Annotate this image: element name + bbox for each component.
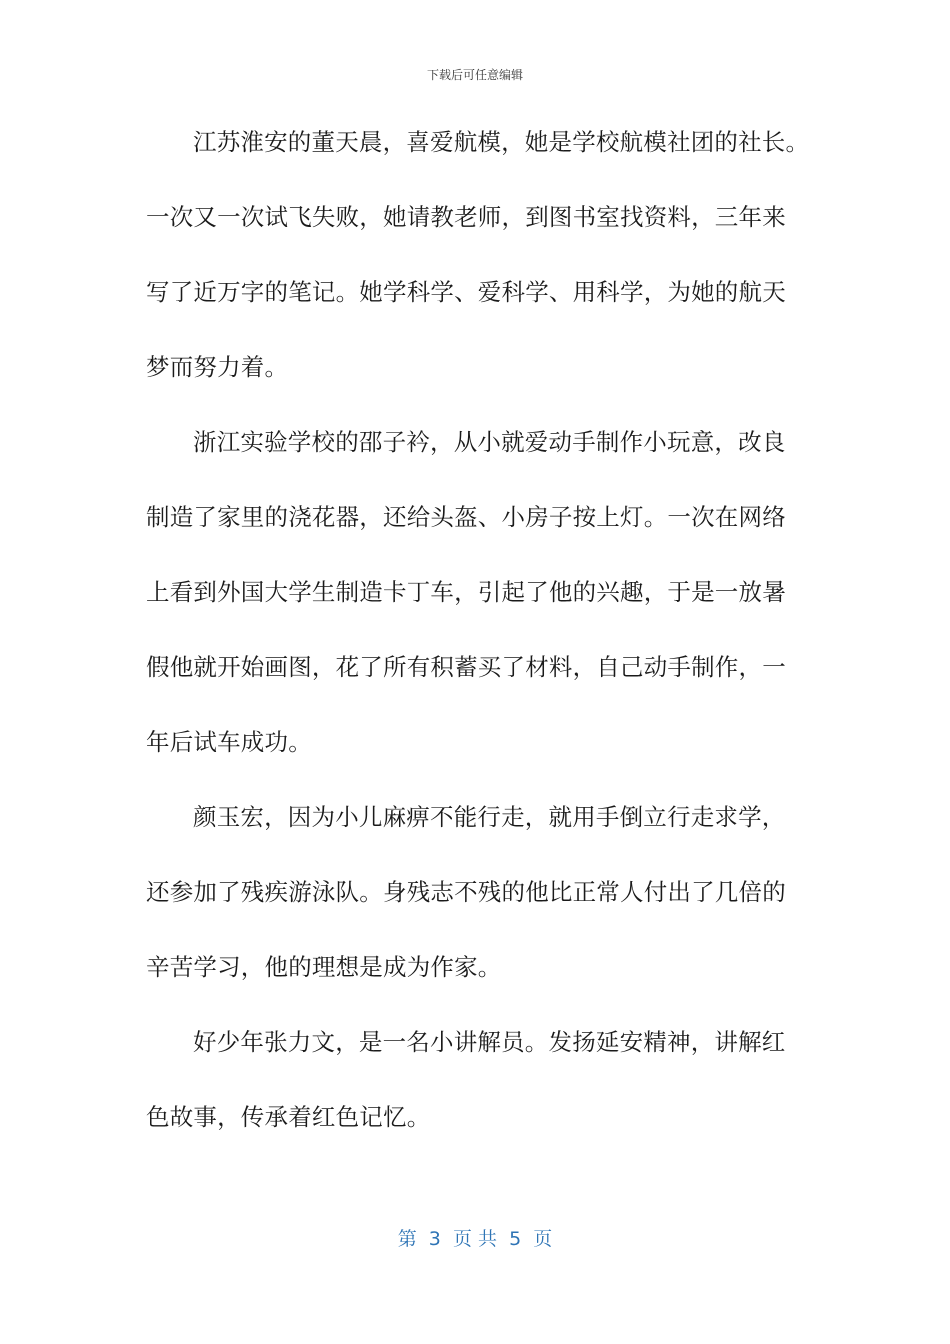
paragraph-3-line-3: 辛苦学习，他的理想是成为作家。 — [146, 953, 502, 981]
paragraph-3-line-1: 颜玉宏，因为小儿麻痹不能行走，就用手倒立行走求学， — [193, 803, 786, 831]
paragraph-4-line-2: 色故事，传承着红色记忆。 — [146, 1103, 431, 1131]
paragraph-1-line-1: 江苏淮安的董天晨，喜爱航模，她是学校航模社团的社长。 — [193, 128, 810, 156]
paragraph-2-line-3: 上看到外国大学生制造卡丁车，引起了他的兴趣，于是一放暑 — [146, 578, 786, 606]
paragraph-2-line-4: 假他就开始画图，花了所有积蓄买了材料，自己动手制作，一 — [146, 653, 786, 681]
paragraph-1-line-3: 写了近万字的笔记。她学科学、爱科学、用科学，为她的航天 — [146, 278, 786, 306]
paragraph-2-line-2: 制造了家里的浇花器，还给头盔、小房子按上灯。一次在网络 — [146, 503, 786, 531]
paragraph-2-line-1: 浙江实验学校的邵子衿，从小就爱动手制作小玩意，改良 — [193, 428, 786, 456]
page-header: 下载后可任意编辑 — [426, 68, 523, 82]
paragraph-1-line-4: 梦而努力着。 — [146, 353, 289, 381]
paragraph-4-line-1: 好少年张力文，是一名小讲解员。发扬延安精神，讲解红 — [193, 1028, 786, 1056]
paragraph-1-line-2: 一次又一次试飞失败，她请教老师，到图书室找资料，三年来 — [146, 203, 786, 231]
paragraph-2-line-5: 年后试车成功。 — [146, 728, 312, 756]
page-number-footer: 第 3 页 共 5 页 — [397, 1228, 553, 1250]
paragraph-3-line-2: 还参加了残疾游泳队。身残志不残的他比正常人付出了几倍的 — [146, 878, 786, 906]
